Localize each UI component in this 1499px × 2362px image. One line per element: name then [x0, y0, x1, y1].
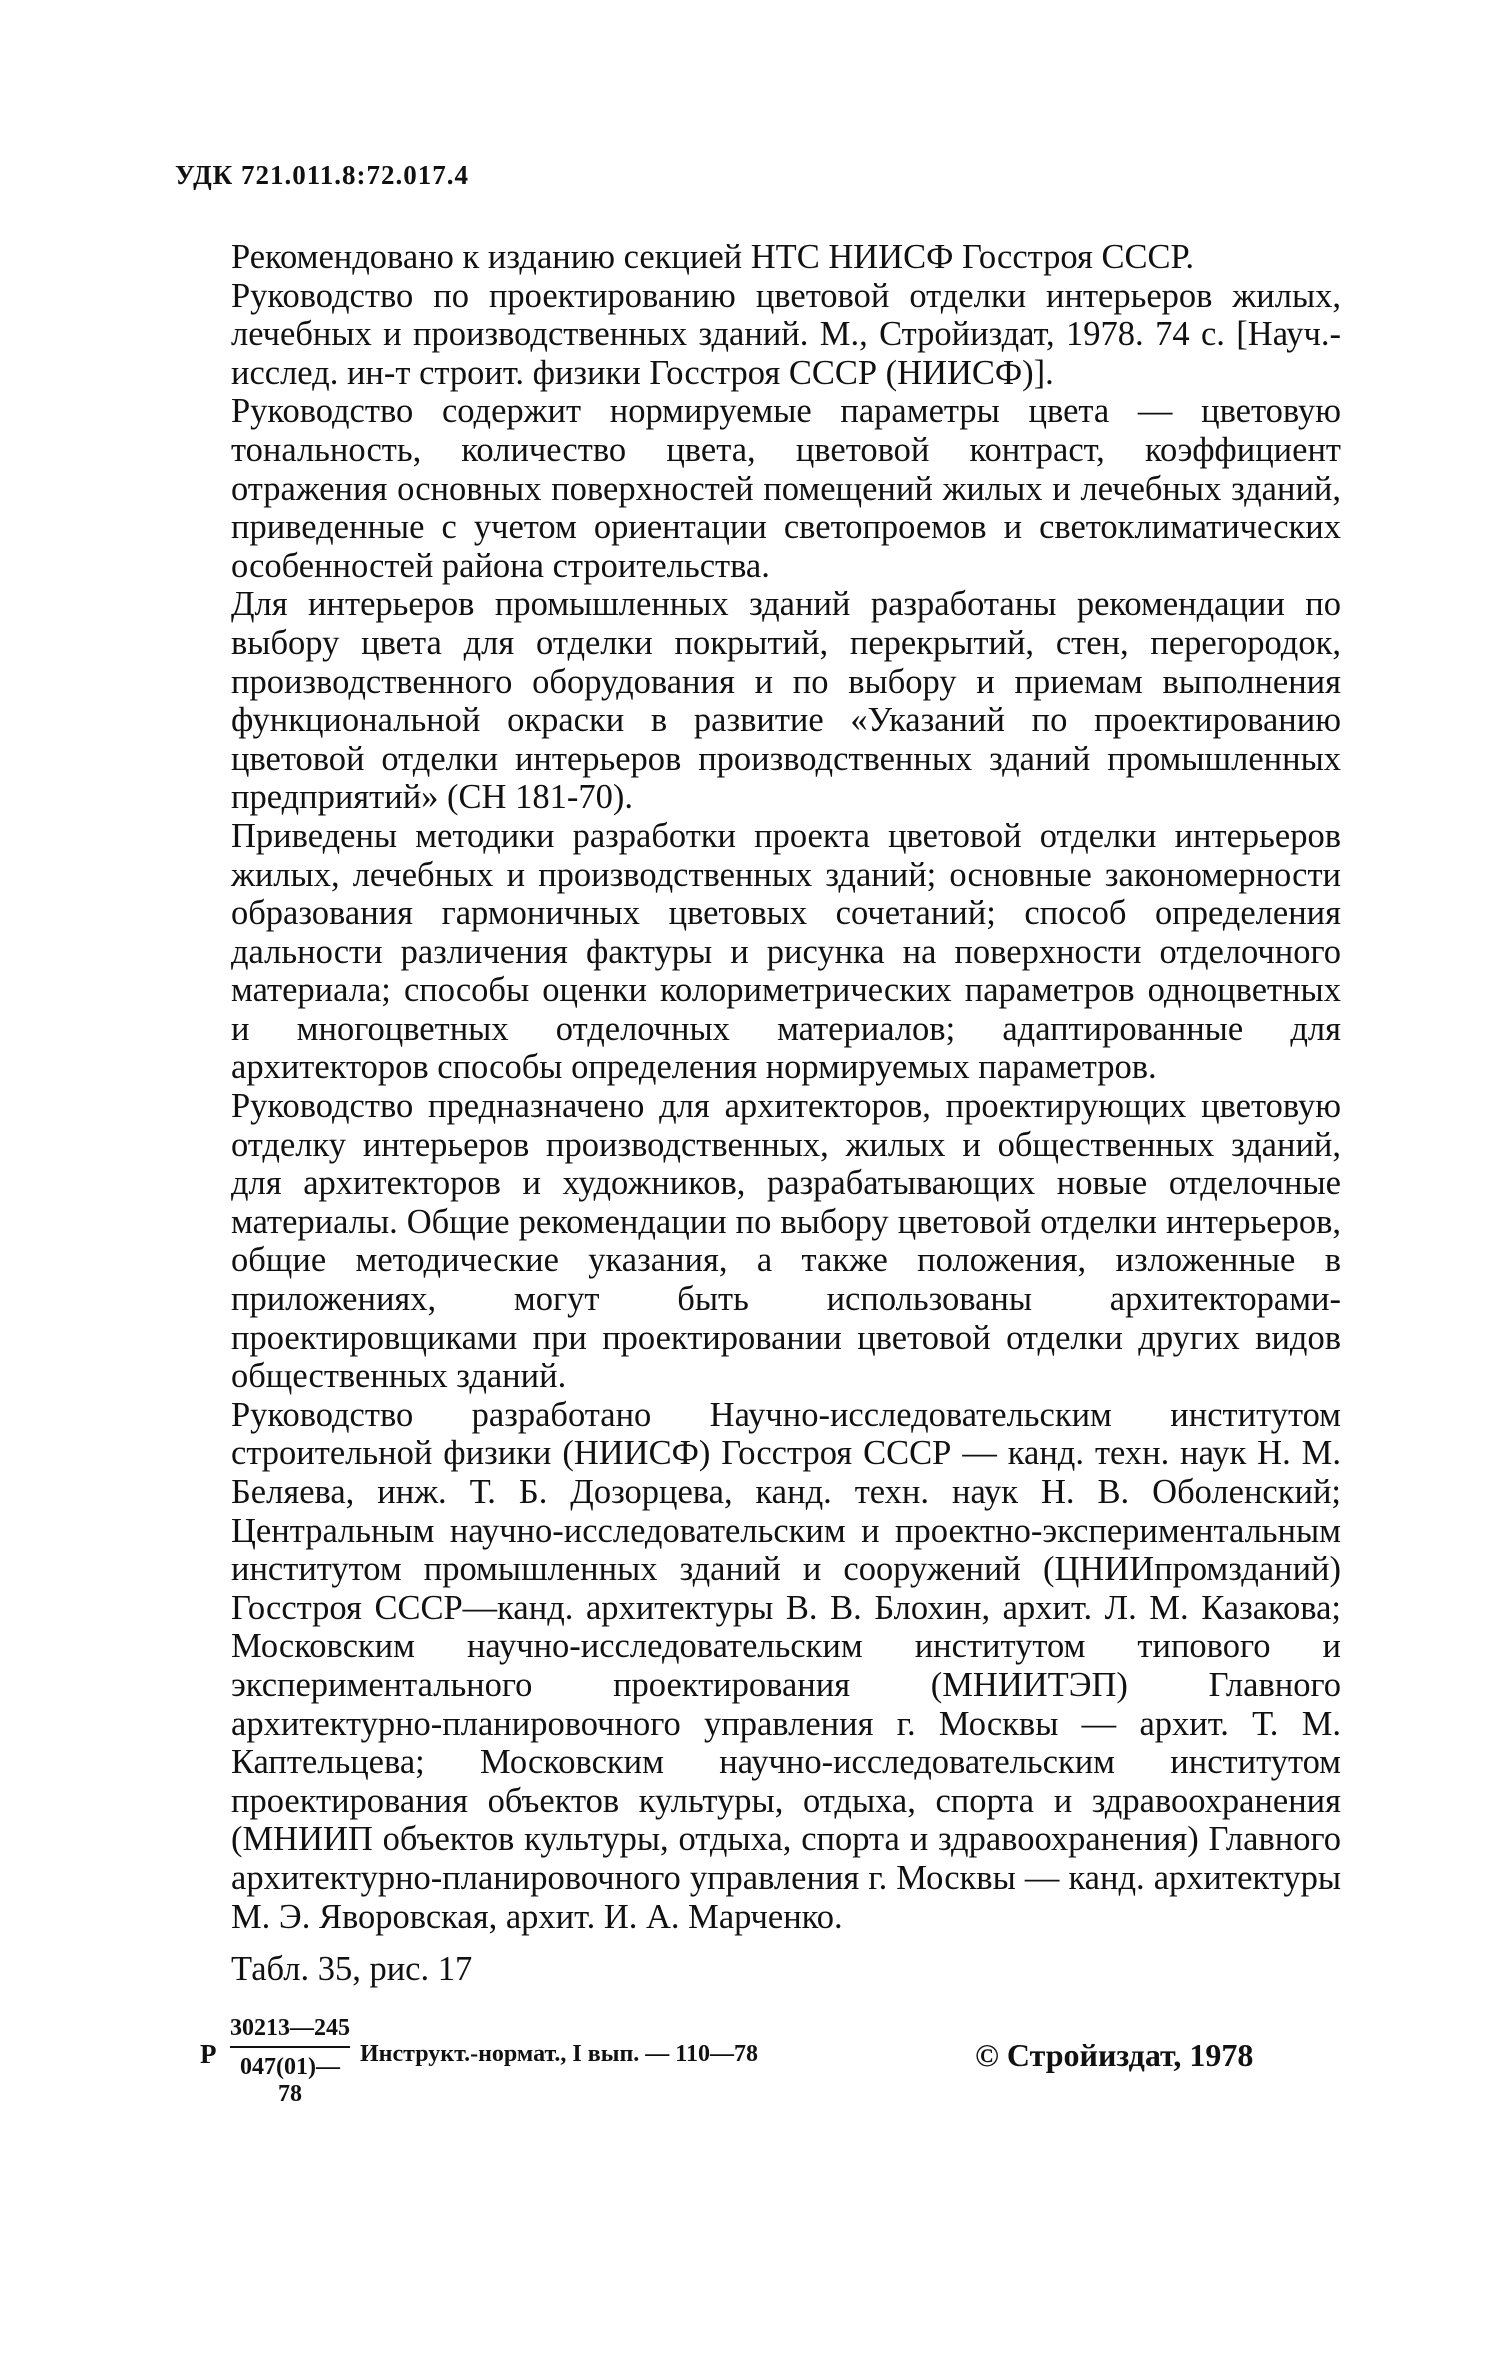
- tabl-text: Табл. 35, рис. 17: [231, 1950, 473, 1989]
- imprint-fraction: [230, 2015, 350, 2108]
- imprint-instruction: Инструкт.-нормат., I вып. — 110—78: [360, 2041, 758, 2067]
- udk-code: УДК 721.011.8:72.017.4: [175, 160, 469, 190]
- paragraph-bibliography: [231, 277, 1341, 393]
- paragraph-methods: [231, 817, 1341, 1087]
- imprint-denominator: 047(01)—78: [240, 2054, 340, 2107]
- paragraph-authors: [231, 1396, 1341, 1936]
- imprint-footer: [200, 2015, 1350, 2115]
- imprint-numerator: 30213—245: [230, 2015, 350, 2048]
- paragraph-recommendation: [231, 238, 1341, 277]
- imprint-letter: Р: [200, 2039, 217, 2069]
- paragraph-content: [231, 392, 1341, 585]
- copyright: © Стройиздат, 1978: [975, 2037, 1254, 2073]
- tables-figures-count: [231, 1950, 1341, 1989]
- annotation-text: [231, 238, 1341, 1989]
- paragraph-audience: [231, 1087, 1341, 1396]
- paragraph-text: Руководство предназначено для архитекторов, проектирующих цветовую отделку интерьеров производственных, жилых и общественных зданий, для архитекторов и художников, разрабатывающих новые отделочные материалы. Общие рекомендации по выбору цветовой отделки интерьеров, общие методические указания, а также положения, изложенные в приложениях, могут быть использованы архитекторами-проектировщиками при проектировании цветовой отделки других видов общественных зданий.: [231, 1087, 1341, 1396]
- paragraph-text: Руководство разработано Научно-исследовательским институтом строительной физики (НИИСФ) Госстроя СССР — канд. техн. наук Н. М. Беляева, инж. Т. Б. Дозорцева, канд. техн. наук Н. В. Оболенский; Центральным научно-исследовательским и проектно-экспериментальным институтом промышленных зданий и сооружений (ЦНИИпромзданий) Госстроя СССР—канд. архитектуры В. В. Блохин, архит. Л. М. Казакова; Московским научно-исследовательским институтом типового и экспериментального проектирования (МНИИТЭП) Главного архитектурно-планировочного управления г. Москвы — архит. Т. М. Каптельцева; Московским научно-исследовательским институтом проектирования объектов культуры, отдыха, спорта и здравоохранения (МНИИП объектов культуры, отдыха, спорта и здравоохранения) Главного архитектурно-планировочного управления г. Москвы — канд. архитектуры М. Э. Яворовская, архит. И. А. Марченко.: [231, 1395, 1341, 1936]
- paragraph-text: Приведены методики разработки проекта цветовой отделки интерьеров жилых, лечебных и производственных зданий; основные закономерности образования гармоничных цветовых сочетаний; способ определения дальности различения фактуры и рисунка на поверхности отделочного материала; способы оценки колориметрических параметров одноцветных и многоцветных отделочных материалов; адаптированные для архитекторов способы определения нормируемых параметров.: [231, 816, 1341, 1087]
- paragraph-text: Руководство содержит нормируемые параметры цвета — цветовую тональность, количество цвета, цветовой контраст, коэффициент отражения основных поверхностей помещений жилых и лечебных зданий, приведенные с учетом ориентации светопроемов и светоклиматических особенностей района строительства.: [231, 392, 1341, 585]
- paragraph-text: Руководство по проектированию цветовой отделки интерьеров жилых, лечебных и производственных зданий. М., Стройиздат, 1978. 74 с. [Науч.-исслед. ин-т строит. физики Госстроя СССР (НИИСФ)].: [231, 276, 1341, 392]
- paragraph-text: Рекомендовано к изданию секцией НТС НИИСФ Госстроя СССР.: [231, 238, 1195, 276]
- paragraph-industrial: [231, 585, 1341, 817]
- paragraph-text: Для интерьеров промышленных зданий разработаны рекомендации по выбору цвета для отделки покрытий, перекрытий, стен, перегородок, производственного оборудования и по выбору и приемам выполнения функциональной окраски в развитие «Указаний по проектированию цветовой отделки интерьеров производственных зданий промышленных предприятий» (СН 181-70).: [231, 585, 1341, 817]
